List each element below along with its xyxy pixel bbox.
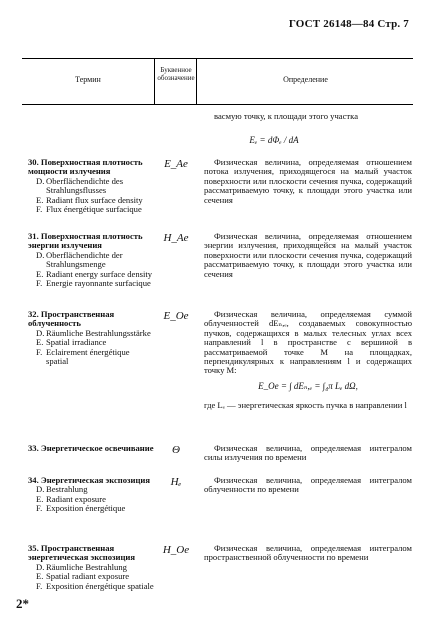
term-title: 32. Пространственная облученность [28,309,115,329]
symbol: E_Oe [163,310,189,322]
column-header-definition: Определение [283,75,328,84]
definition-formula: E_Oe = ∫ dEₙ,ₑ = ∫₄π Lₑ dΩ, [258,380,358,391]
definition-text: Физическая величина, определяемая суммой облученностей dEₙ,ₑ, создаваемых совокупностью пучков, содержащихся в малых телесных углах всех направлений l в пространстве с вершиной в рассматриваемой точке M на площадках, перпендикулярных к направлениям l и содержащих точку M: [204,309,412,376]
definition [204,158,412,205]
definition [204,232,412,279]
language-code: D. [36,249,45,260]
translation-text: Exposition énergétique [46,503,126,514]
translation-text: Spatial irradiance [46,337,107,348]
definition-text: Физическая величина, определяемая интегралом облученности по времени [204,475,412,495]
translation-text: Flux énergétique surfacique [46,204,142,215]
table-top-rule [22,58,413,59]
translation-text: Räumliche Bestrahlungsstärke [46,327,151,338]
translation-text: Eclairement énergétique spatial [46,346,130,367]
term-entry [28,444,154,453]
translation-text: Exposition énergétique spatiale [46,580,154,591]
term-translation [28,582,154,591]
term-title: 34. Энергетическая экспозиция [28,475,151,485]
definition [204,476,412,495]
symbol: Θ [172,444,180,456]
language-code: F. [36,278,43,289]
column-divider [196,58,197,104]
continuation-formula: Eₑ = dΦₑ / dA [249,135,299,145]
term-entry [28,310,154,366]
definition-text: Физическая величина, определяемая отношением потока излучения, приходящегося на малый участок поверхности или плоскости сечения пучка, содержащий рассматриваемую точку, к площади этого участка или сечения [204,157,412,205]
translation-text: Spatial radiant exposure [46,571,130,582]
terms-table [22,58,413,606]
symbol: Hₑ [170,476,182,488]
translation-text: Radiant exposure [46,493,106,504]
language-code: E. [36,337,44,348]
symbol: E_Ae [164,158,188,170]
term-translation [28,251,154,270]
translation-text: Energie rayonnante surfacique [46,278,151,289]
translation-text: Radiant flux surface density [46,194,143,205]
term-translation [28,504,154,513]
continuation-text: васмую точку, к площади этого участка [214,111,359,121]
language-code: D. [36,175,45,186]
language-code: F. [36,204,43,215]
language-code: E. [36,268,44,279]
translation-text: Oberflächendichte der Strahlungsmenge [46,249,123,270]
term-translation [28,205,154,214]
term-entry [28,544,154,591]
term-entry [28,158,154,214]
definition-note: где Lₑ — энергетическая яркость пучка в направлении l [204,400,407,411]
column-header-symbol: Буквенное обозначение [157,66,195,82]
language-code: F. [36,346,43,357]
term-title: 35. Пространственная энергетическая экспозиция [28,543,136,563]
language-code: D. [36,327,45,338]
term-translation [28,177,154,196]
language-code: F. [36,580,43,591]
symbol: H_Ae [163,232,189,244]
translation-text: Radiant energy surface density [46,268,153,279]
translation-text: Oberflächendichte des Strahlungsflusses [46,175,124,196]
term-entry [28,232,154,288]
definition [204,310,412,411]
definition-text: Физическая величина, определяемая интегралом силы излучения по времени [204,443,412,463]
term-translation [28,348,154,367]
term-entry [28,476,154,514]
language-code: D. [36,561,45,572]
column-divider [154,58,155,104]
language-code: E. [36,194,44,205]
language-code: D. [36,484,45,495]
language-code: E. [36,571,44,582]
definition [204,544,412,563]
term-title: 31. Поверхностная плотность энергии излучения [28,231,143,251]
definition-text: Физическая величина, определяемая отношением энергии излучения, приходящейся на малый участок поверхности или плоскости сечения пучка, содержащий рассматриваемую точку, к площади этого участка или сечения [204,231,412,279]
table-header-rule [22,104,413,105]
page-header: ГОСТ 26148—84 Стр. 7 [288,18,409,30]
term-title: 33. Энергетическое освечивание [28,443,154,453]
column-header-term: Термин [75,75,101,84]
language-code: E. [36,493,44,504]
term-translation [28,279,154,288]
page-footer: 2* [16,596,29,611]
translation-text: Bestrahlung [46,484,88,495]
language-code: F. [36,503,43,514]
translation-text: Räumliche Bestrahlung [46,561,127,572]
symbol: H_Oe [162,544,190,556]
definition [204,444,412,463]
term-title: 30. Поверхностная плотность мощности излучения [28,157,143,177]
definition-text: Физическая величина, определяемая интегралом пространственной облученности по времени [204,543,412,563]
